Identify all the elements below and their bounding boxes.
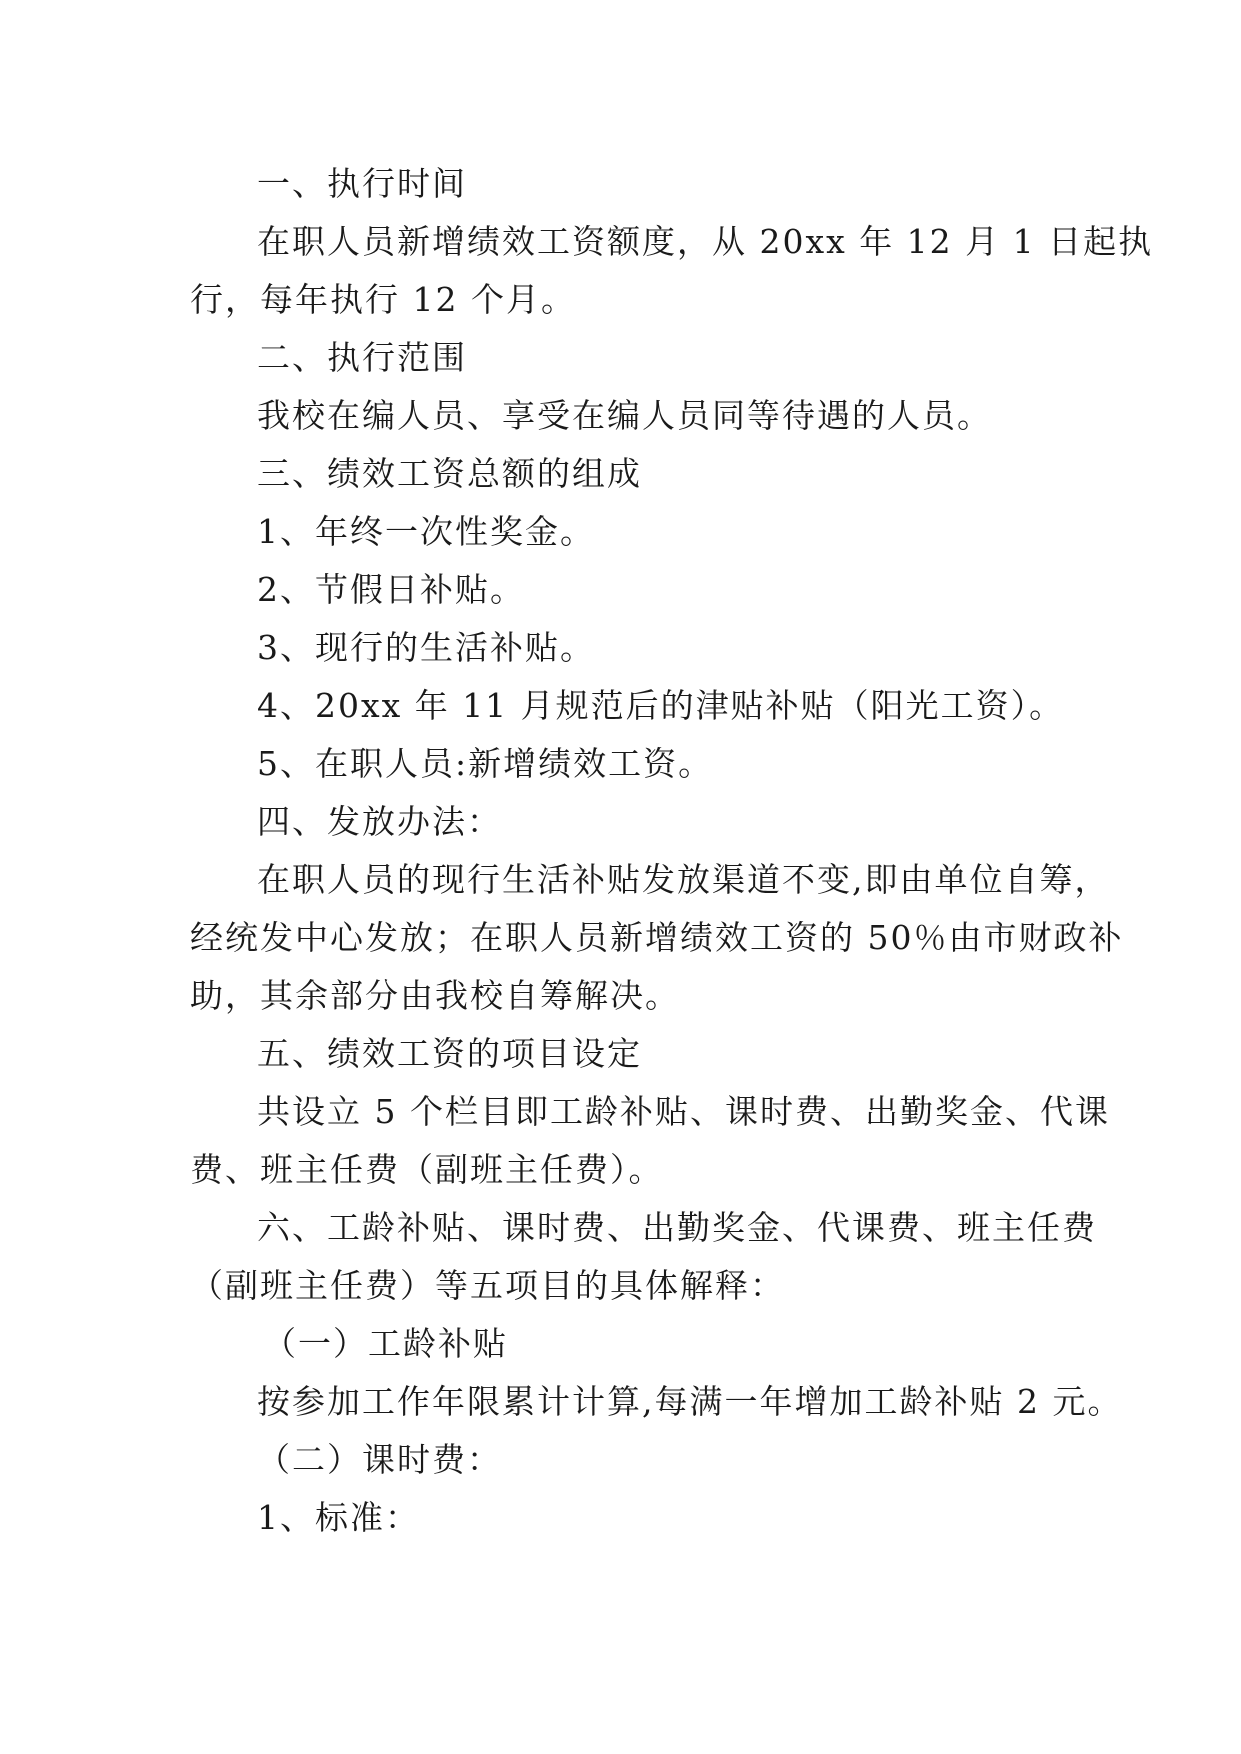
- list-item: 5、在职人员:新增绩效工资。: [257, 744, 714, 783]
- list-item: 4、20xx 年 11 月规范后的津贴补贴（阳光工资）。: [257, 686, 1065, 725]
- subheading-seniority-allowance: （一）工龄补贴: [263, 1324, 508, 1363]
- paragraph-line: 我校在编人员、享受在编人员同等待遇的人员。: [257, 396, 992, 435]
- paragraph-line: 行，每年执行 12 个月。: [190, 280, 576, 319]
- paragraph-line: 按参加工作年限累计计算,每满一年增加工龄补贴 2 元。: [257, 1382, 1123, 1421]
- heading-execution-time: 一、执行时间: [257, 164, 467, 203]
- paragraph-line: （副班主任费）等五项目的具体解释：: [190, 1266, 785, 1305]
- list-item: 1、年终一次性奖金。: [257, 512, 595, 551]
- paragraph-line: 费、班主任费（副班主任费）。: [190, 1150, 664, 1189]
- heading-item-explanations: 六、工龄补贴、课时费、出勤奖金、代课费、班主任费: [257, 1208, 1097, 1247]
- heading-distribution-method: 四、发放办法：: [257, 802, 502, 841]
- heading-item-settings: 五、绩效工资的项目设定: [257, 1034, 642, 1073]
- paragraph-line: 共设立 5 个栏目即工龄补贴、课时费、出勤奖金、代课: [257, 1092, 1110, 1131]
- heading-execution-scope: 二、执行范围: [257, 338, 467, 377]
- list-item: 1、标准：: [257, 1498, 420, 1537]
- paragraph-line: 经统发中心发放；在职人员新增绩效工资的 50％由市财政补: [190, 918, 1124, 957]
- heading-salary-composition: 三、绩效工资总额的组成: [257, 454, 642, 493]
- subheading-class-hour-fee: （二）课时费：: [257, 1440, 502, 1479]
- paragraph-line: 在职人员的现行生活补贴发放渠道不变,即由单位自筹，: [257, 860, 1110, 899]
- paragraph-line: 助，其余部分由我校自筹解决。: [190, 976, 680, 1015]
- list-item: 2、节假日补贴。: [257, 570, 525, 609]
- list-item: 3、现行的生活补贴。: [257, 628, 595, 667]
- paragraph-line: 在职人员新增绩效工资额度，从 20xx 年 12 月 1 日起执: [257, 222, 1154, 261]
